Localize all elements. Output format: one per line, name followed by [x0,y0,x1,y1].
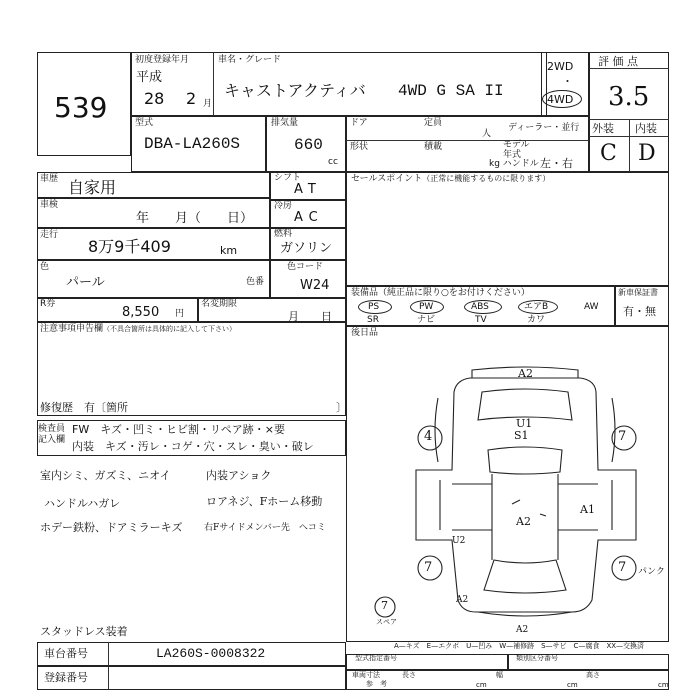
length-label: 長さ [402,671,416,679]
width-label: 幅 [496,671,503,679]
dealer-label: ディーラー・並行 [508,123,580,133]
drive-4wd: 4WD [547,93,574,106]
warranty-label: 新車保証書 [618,288,658,297]
color-label: 色 [40,262,50,272]
mileage-value: 8万9千409 [88,237,171,256]
equip-ps: PS [368,302,380,312]
shift-label: シフト [274,173,302,183]
month-unit: 月 [203,99,213,109]
shift-value: AT [294,182,322,197]
load-label: 積載 [424,142,443,152]
spare-label: スペア [376,618,397,626]
shape-label: 形状 [350,142,369,152]
rating-label: 評 価 点 [598,55,638,68]
mark-a2-top: A2 [518,367,533,380]
displacement-label: 排気量 [271,118,299,128]
ruibetsu-label: 類別区分番号 [516,654,558,662]
mileage-unit: km [220,244,238,257]
sales-points-label: セールスポイント（正常に機能するものに限ります） [351,174,551,184]
mark-spare-7: 7 [381,599,388,612]
height-label: 高さ [586,671,600,679]
equip-aw: AW [584,302,599,312]
car-name: キャストアクティバ [224,81,366,100]
recycle-value: 8,550 [122,305,160,320]
first-reg-label: 初度登録年月 [135,55,190,65]
exterior-label: 外装 [592,122,614,135]
capacity-label: 定員 [424,118,443,128]
equip-leather: カワ [527,315,546,325]
equip-airbag: エアB [524,302,549,312]
mark-a2-mid: A2 [516,515,531,528]
kg-handle-label: kg ハンドル [489,159,539,169]
month: 2 [186,89,197,108]
model-type-label: 型式 [135,118,154,128]
era: 平成 [136,70,163,85]
color-code-header: 色コード [287,262,324,272]
drive-2wd: 2WD [547,60,574,73]
inspection-value: 年 月（ 日） [136,211,254,226]
mark-u1: U1 [516,417,533,430]
note-2: ハンドルハガレ [44,497,121,510]
legend: A—キズ E—エクボ U—凹み W—補修跡 S—サビ C—腐食 XX—交換済 [394,642,645,650]
ac-value: AC [294,210,324,225]
equip-abs: ABS [471,302,489,312]
repair-history-close: 〕 [336,401,347,414]
mark-a2-br: A2 [516,625,529,635]
color-value: パール [66,275,105,290]
score: 3.5 [608,82,650,112]
recycle-label: R券 [40,299,56,309]
name-change-value: 月 日 [288,310,332,323]
note-studless: スタッドレス装着 [40,625,128,638]
width-unit: cm [567,681,578,689]
car-name-grade-label: 車名・グレード [218,55,282,65]
color-code-value: W24 [300,278,330,293]
note-1: 室内シミ、ガズミ、ニオイ [40,469,171,482]
person-unit: 人 [482,129,492,139]
grade: 4WD G SA II [398,82,504,100]
chassis-value: LA260S-0008322 [156,646,266,661]
mark-u2: U2 [452,536,466,546]
ac-label: 冷房 [274,201,293,211]
shitei-label: 型式指定番号 [355,654,397,662]
inspector-label: 検査員 記入欄 [38,424,66,445]
mark-panku: パンク [638,567,665,577]
mark-7-a: 7 [618,429,627,444]
rear-label: 後日品 [351,328,379,338]
inspection-label: 車検 [40,200,59,210]
exterior-row: FW キズ・凹ミ・ヒビ割・リペア跡・×要 [72,423,285,436]
interior-grade: D [638,141,656,166]
equip-pw: PW [419,302,434,312]
handle-side: 左・右 [540,157,573,170]
repair-history: 修復歴 有〔箇所 [40,401,128,414]
recycle-unit: 円 [175,309,185,319]
sankou-label: 参 考 [366,680,387,688]
height-unit: cm [658,681,669,689]
mark-a1: A1 [580,503,595,516]
name-change-label: 名変期限 [201,299,238,309]
lot-number: 539 [54,91,108,124]
note-3: ホデー鉄粉、ドアミラーキズ [40,521,183,534]
dims-label: 車両寸法 [352,671,380,679]
mark-7-b: 7 [424,560,433,575]
interior-label: 内装 [635,122,657,135]
mark-4: 4 [424,429,433,444]
model-year-label: モデル 年式 [503,140,530,160]
dims-box [346,670,669,690]
mark-s1: S1 [514,429,529,442]
notes-label: 注意事項申告欄（不具合箇所は具体的に記入して下さい） [40,324,237,334]
history-value: 自家用 [68,178,117,197]
mileage-label: 走行 [40,230,59,240]
mark-a2-bl: A2 [456,595,469,605]
note-right-3: 右Fサイドメンバー先 ヘコミ [204,523,326,533]
note-right-2: ロアネジ、Fホーム移動 [206,495,323,508]
equipment-label: 装備品（純正品に限り○をお付けください） [351,288,530,298]
exterior-grade: C [600,141,617,166]
registration-label: 登録番号 [44,671,88,684]
doors-label: ドア [350,118,368,128]
cc-unit: cc [328,157,338,167]
equip-sr: SR [367,315,379,325]
mark-7-c: 7 [618,560,627,575]
history-label: 車歴 [40,174,59,184]
interior-row: 内装 キズ・汚レ・コゲ・穴・スレ・臭い・破レ [72,440,314,453]
model-code: DBA-LA260S [144,135,241,153]
displacement-value: 660 [294,136,323,154]
note-right-1: 内装アショク [206,469,272,482]
chassis-label: 車台番号 [44,647,88,660]
warranty-value: 有・無 [623,305,656,318]
equip-navi: ナビ [417,315,436,325]
fuel-value: ガソリン [280,241,333,256]
equip-tv: TV [475,315,487,325]
year: 28 [144,89,165,108]
fuel-label: 燃料 [274,229,293,239]
length-unit: cm [476,681,487,689]
color-code-label: 色番 [246,277,265,287]
